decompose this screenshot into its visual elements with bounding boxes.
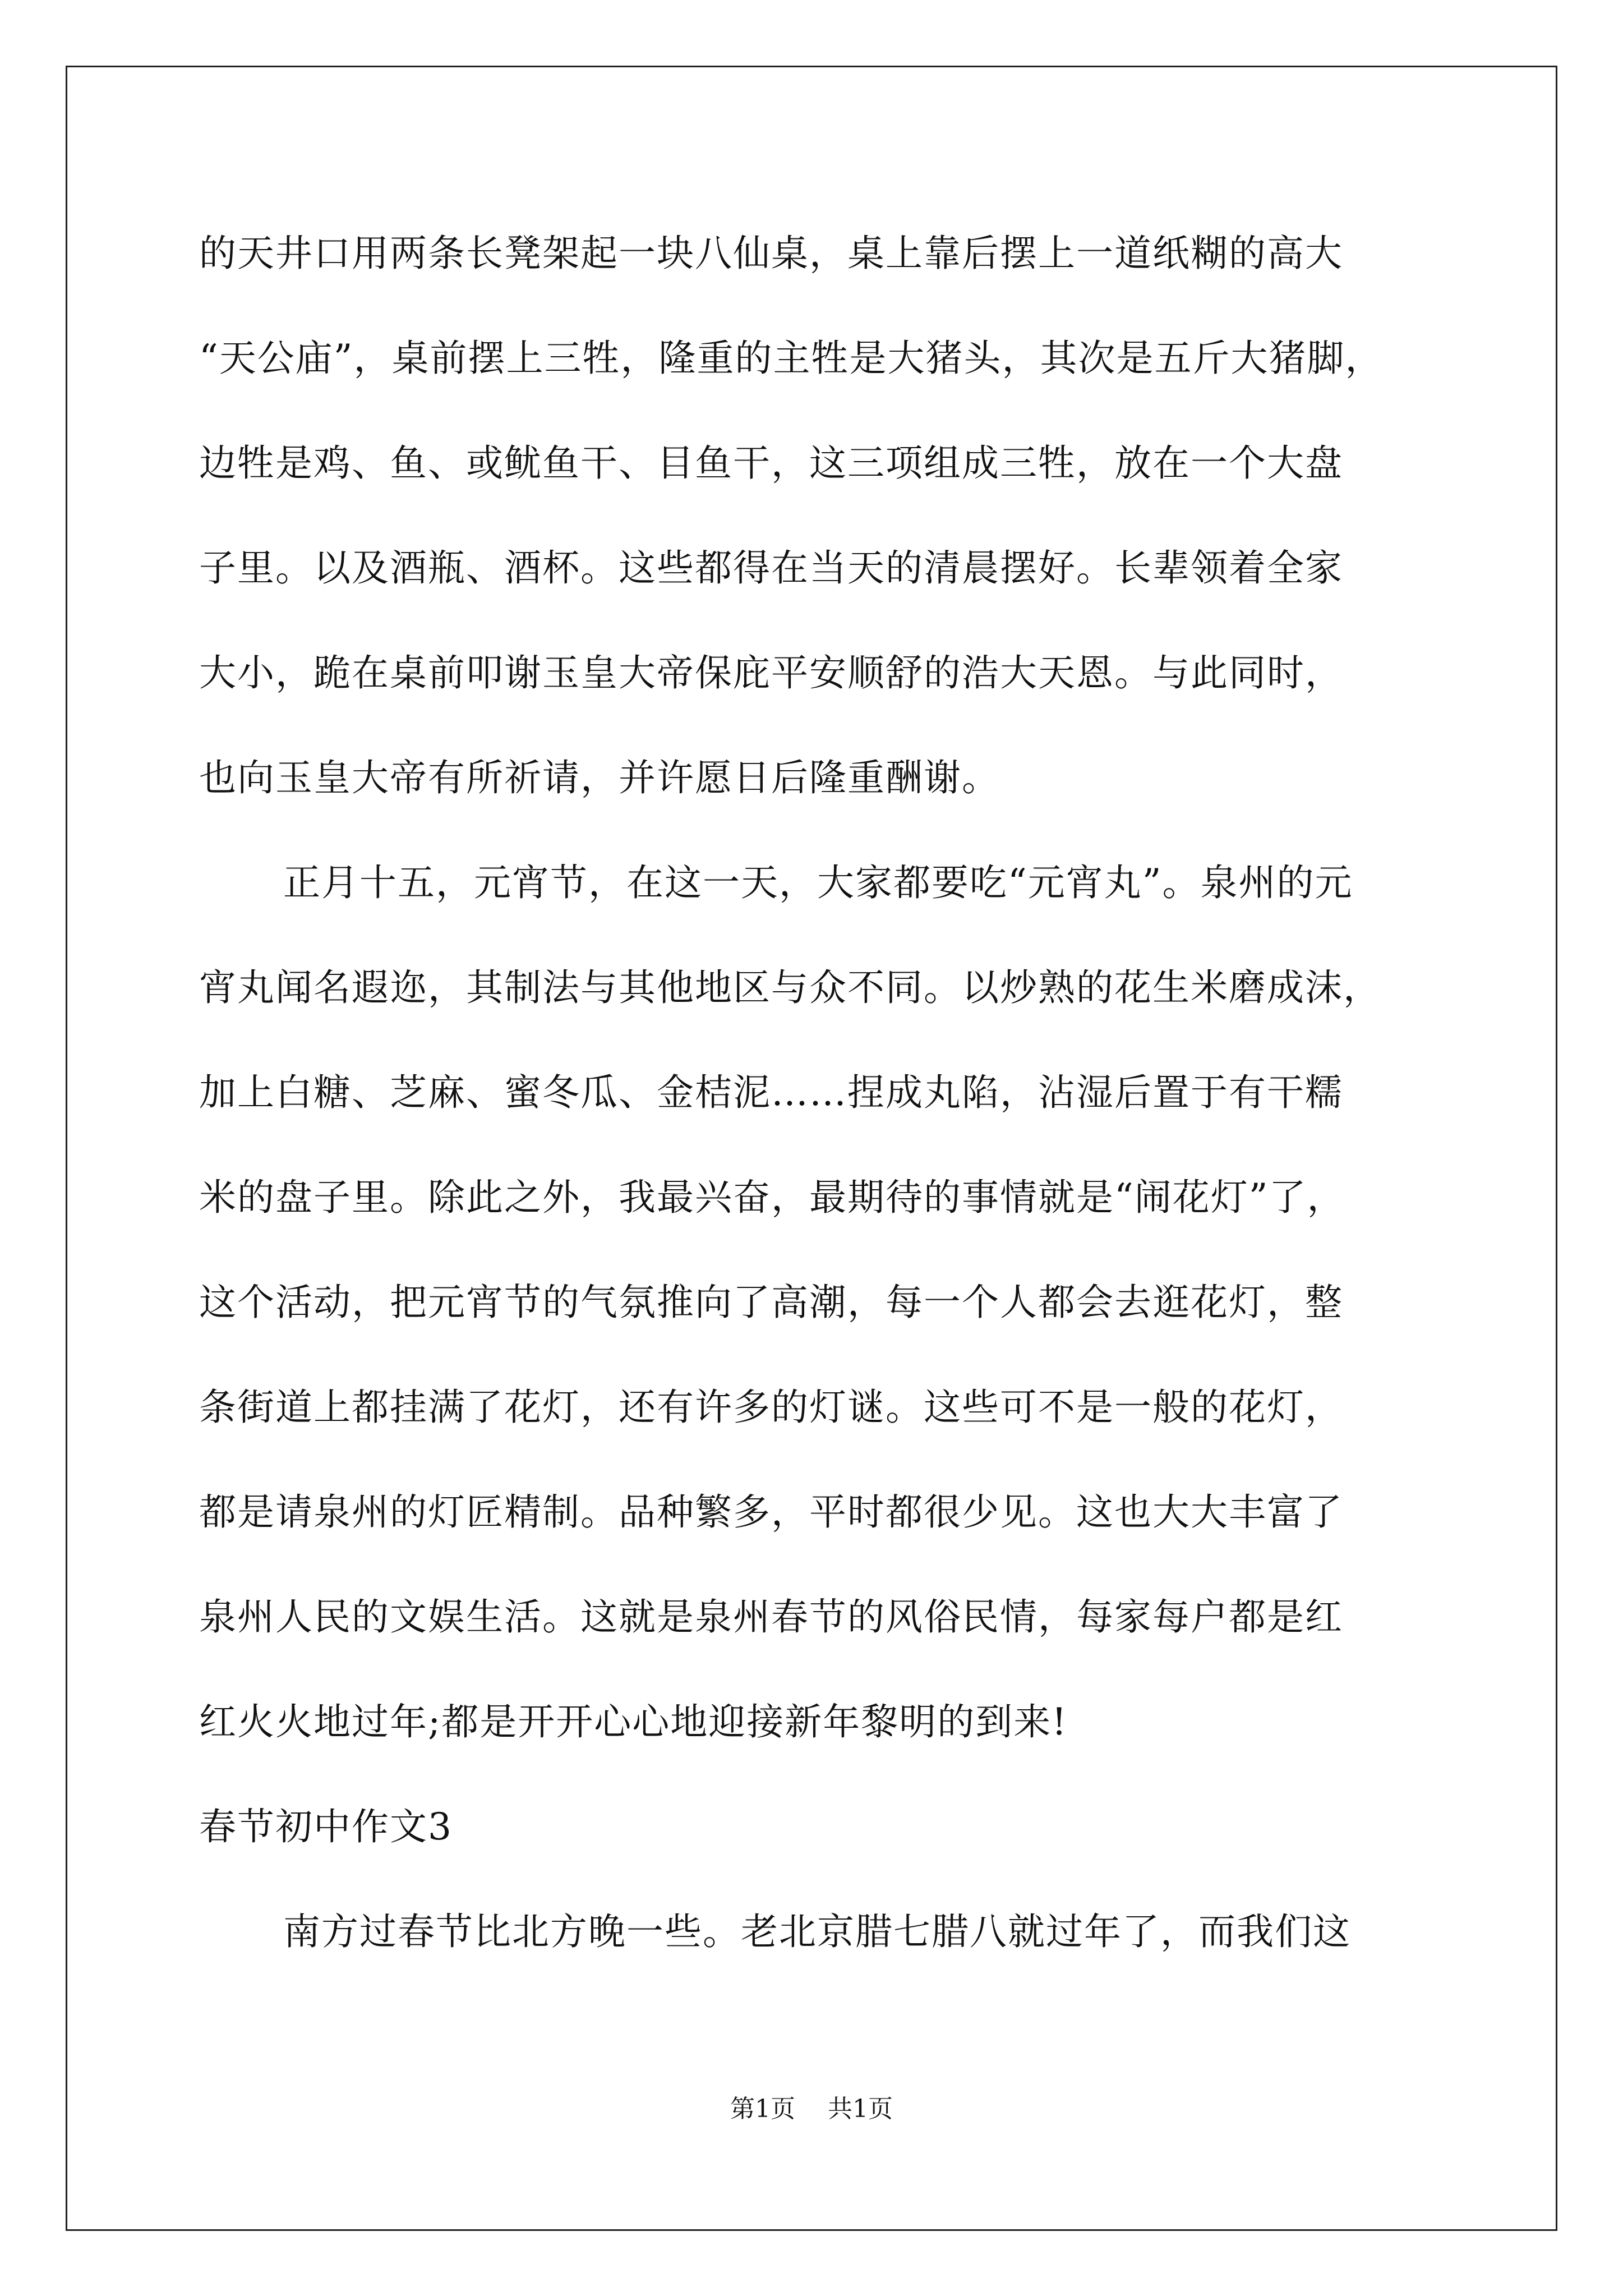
text-line: “天公庙”，桌前摆上三牲，隆重的主牲是大猪头，其次是五斤大猪脚， [199,337,1384,380]
paragraph-start-line: 正月十五，元宵节，在这一天，大家都要吃“元宵丸”。泉州的元 [283,861,1353,904]
text-line: 也向玉皇大帝有所祈请，并许愿日后隆重酬谢。 [199,756,1000,799]
page-footer [0,2093,1623,2125]
text-line: 边牲是鸡、鱼、或鱿鱼干、目鱼干，这三项组成三牲，放在一个大盘 [199,441,1343,485]
text-line: 子里。以及酒瓶、酒杯。这些都得在当天的清晨摆好。长辈领着全家 [199,546,1343,590]
text-line: 米的盘子里。除此之外，我最兴奋，最期待的事情就是“闹花灯”了， [199,1176,1345,1219]
section-heading: 春节初中作文3 [199,1805,453,1848]
text-line: 宵丸闻名遐迩，其制法与其他地区与众不同。以炒熟的花生米磨成沫， [199,966,1381,1009]
text-line: 加上白糖、芝麻、蜜冬瓜、金桔泥……捏成丸陷，沾湿后置于有干糯 [199,1071,1343,1114]
text-line: 泉州人民的文娱生活。这就是泉州春节的风俗民情，每家每户都是红 [199,1595,1343,1639]
page-number-total: 共1页 [828,2095,893,2123]
text-line: 都是请泉州的灯匠精制。品种繁多，平时都很少见。这也大大丰富了 [199,1490,1343,1534]
text-line: 红火火地过年;都是开开心心地迎接新年黎明的到来! [199,1700,1068,1743]
page-number-current: 第1页 [730,2095,795,2123]
paragraph-start-line: 南方过春节比北方晚一些。老北京腊七腊八就过年了，而我们这 [283,1910,1351,1953]
text-line: 的天井口用两条长凳架起一块八仙桌，桌上靠后摆上一道纸糊的高大 [199,232,1343,275]
text-line: 这个活动，把元宵节的气氛推向了高潮，每一个人都会去逛花灯，整 [199,1281,1343,1324]
text-line: 大小，跪在桌前叩谢玉皇大帝保庇平安顺舒的浩大天恩。与此同时， [199,651,1343,694]
page-border [66,66,1557,2231]
text-line: 条街道上都挂满了花灯，还有许多的灯谜。这些可不是一般的花灯， [199,1386,1343,1429]
